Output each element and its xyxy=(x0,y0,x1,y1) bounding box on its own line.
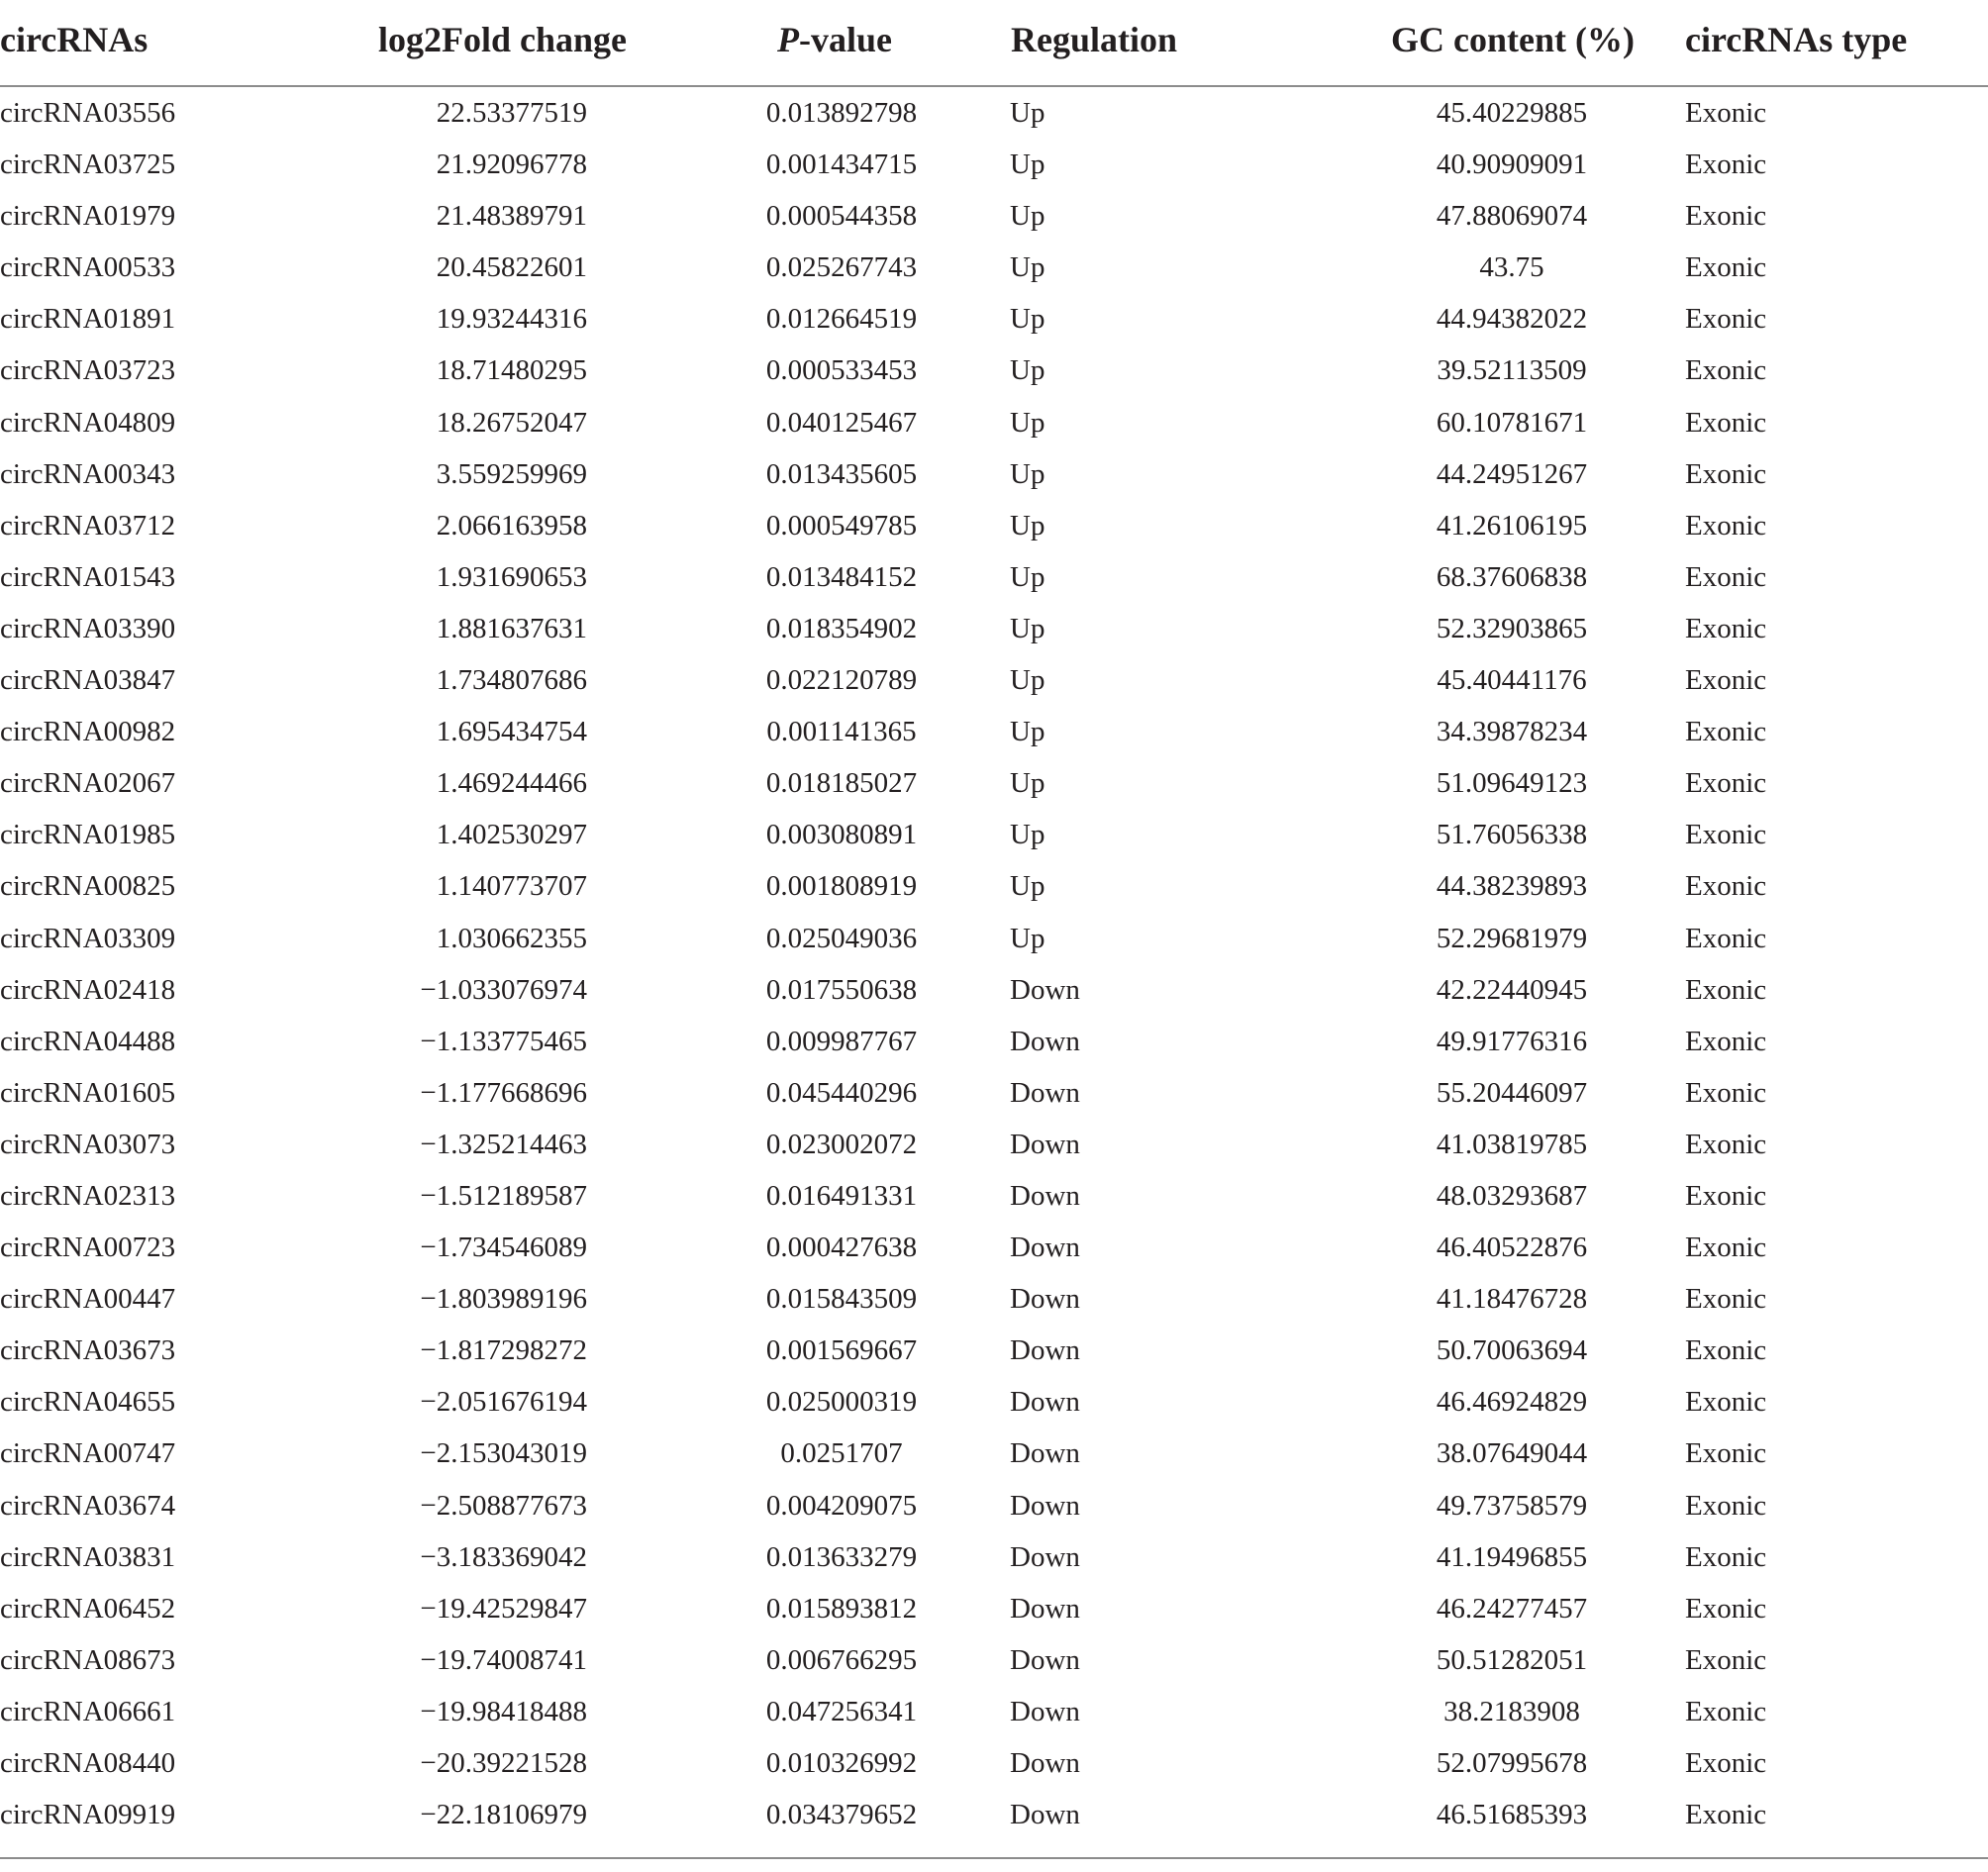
cell-circrna: circRNA00825 xyxy=(0,870,176,903)
cell-circrna: circRNA01979 xyxy=(0,200,176,233)
cell-regulation: Down xyxy=(1010,1334,1080,1367)
cell-circrna-type: Exonic xyxy=(1685,1540,1767,1573)
cell-circrna: circRNA01543 xyxy=(0,560,176,593)
cell-p-value: 0.013892798 xyxy=(765,97,918,129)
header-circrnas-type: circRNAs type xyxy=(1685,20,1908,59)
table-row xyxy=(0,1531,1988,1583)
cell-log2fold-change: 18.71480295 xyxy=(436,354,587,387)
table-row xyxy=(0,1067,1988,1119)
cell-circrna-type: Exonic xyxy=(1685,1386,1767,1419)
cell-circrna-type: Exonic xyxy=(1685,1747,1767,1779)
cell-p-value: 0.017550638 xyxy=(765,973,918,1006)
cell-log2fold-change: −3.183369042 xyxy=(420,1540,587,1573)
cell-log2fold-change: 2.066163958 xyxy=(436,509,587,542)
cell-regulation: Down xyxy=(1010,1179,1080,1212)
cell-circrna: circRNA03723 xyxy=(0,354,176,387)
table-row xyxy=(0,1634,1988,1686)
cell-circrna: circRNA03073 xyxy=(0,1128,176,1160)
cell-circrna: circRNA01891 xyxy=(0,303,176,336)
cell-circrna: circRNA00343 xyxy=(0,457,176,490)
cell-log2fold-change: 1.030662355 xyxy=(436,922,587,954)
cell-gc-content: 41.03819785 xyxy=(1436,1128,1588,1160)
cell-p-value: 0.009987767 xyxy=(765,1025,918,1057)
table-row xyxy=(0,397,1988,448)
cell-log2fold-change: 21.48389791 xyxy=(436,200,587,233)
cell-circrna-type: Exonic xyxy=(1685,303,1767,336)
cell-p-value: 0.000544358 xyxy=(765,200,918,233)
cell-gc-content: 60.10781671 xyxy=(1436,406,1588,439)
header-log2fold-change: log2Fold change xyxy=(378,20,628,59)
cell-circrna: circRNA03309 xyxy=(0,922,176,954)
cell-gc-content: 49.73758579 xyxy=(1436,1489,1588,1522)
table-row xyxy=(0,293,1988,345)
cell-gc-content: 34.39878234 xyxy=(1436,716,1588,748)
cell-circrna-type: Exonic xyxy=(1685,819,1767,851)
cell-p-value: 0.006766295 xyxy=(765,1643,918,1676)
cell-log2fold-change: 1.881637631 xyxy=(436,612,587,644)
cell-log2fold-change: −1.033076974 xyxy=(420,973,587,1006)
table-row xyxy=(0,654,1988,706)
cell-circrna: circRNA00447 xyxy=(0,1283,176,1316)
cell-p-value: 0.013484152 xyxy=(765,560,918,593)
cell-circrna-type: Exonic xyxy=(1685,406,1767,439)
table-row xyxy=(0,913,1988,964)
cell-regulation: Down xyxy=(1010,1437,1080,1470)
header-circrnas: circRNAs xyxy=(0,20,149,59)
table-row xyxy=(0,757,1988,809)
table-row xyxy=(0,190,1988,242)
cell-p-value: 0.013633279 xyxy=(765,1540,918,1573)
cell-regulation: Down xyxy=(1010,973,1080,1006)
cell-p-value: 0.025049036 xyxy=(765,922,918,954)
cell-log2fold-change: 20.45822601 xyxy=(436,251,587,284)
cell-p-value: 0.023002072 xyxy=(765,1128,918,1160)
cell-gc-content: 50.70063694 xyxy=(1436,1334,1588,1367)
cell-log2fold-change: −19.98418488 xyxy=(420,1695,587,1727)
cell-regulation: Up xyxy=(1010,97,1045,129)
cell-p-value: 0.013435605 xyxy=(765,457,918,490)
cell-p-value: 0.018185027 xyxy=(765,767,918,800)
table-row xyxy=(0,860,1988,912)
cell-regulation: Up xyxy=(1010,716,1045,748)
cell-p-value: 0.047256341 xyxy=(765,1695,918,1727)
table-row xyxy=(0,551,1988,603)
cell-log2fold-change: −1.133775465 xyxy=(420,1025,587,1057)
cell-gc-content: 55.20446097 xyxy=(1436,1076,1588,1109)
cell-circrna: circRNA01605 xyxy=(0,1076,176,1109)
cell-gc-content: 44.24951267 xyxy=(1436,457,1588,490)
cell-gc-content: 46.40522876 xyxy=(1436,1232,1588,1264)
table-row xyxy=(0,1428,1988,1479)
cell-p-value: 0.025000319 xyxy=(765,1386,918,1419)
cell-gc-content: 47.88069074 xyxy=(1436,200,1588,233)
cell-regulation: Up xyxy=(1010,819,1045,851)
cell-circrna: circRNA04809 xyxy=(0,406,176,439)
cell-gc-content: 44.94382022 xyxy=(1436,303,1588,336)
cell-gc-content: 39.52113509 xyxy=(1437,354,1587,387)
cell-circrna: circRNA03847 xyxy=(0,664,176,697)
table-row xyxy=(0,1686,1988,1737)
cell-log2fold-change: −20.39221528 xyxy=(420,1747,587,1779)
cell-gc-content: 52.07995678 xyxy=(1436,1747,1588,1779)
cell-gc-content: 52.29681979 xyxy=(1436,922,1588,954)
cell-circrna-type: Exonic xyxy=(1685,922,1767,954)
cell-circrna: circRNA08440 xyxy=(0,1747,176,1779)
cell-regulation: Up xyxy=(1010,200,1045,233)
cell-p-value: 0.001434715 xyxy=(765,148,918,181)
cell-circrna: circRNA00747 xyxy=(0,1437,176,1470)
cell-regulation: Up xyxy=(1010,509,1045,542)
cell-log2fold-change: 1.695434754 xyxy=(436,716,587,748)
table-row xyxy=(0,1325,1988,1376)
cell-p-value: 0.012664519 xyxy=(765,303,918,336)
cell-circrna-type: Exonic xyxy=(1685,1179,1767,1212)
cell-p-value: 0.015843509 xyxy=(765,1283,918,1316)
cell-circrna-type: Exonic xyxy=(1685,716,1767,748)
table-row xyxy=(0,1119,1988,1170)
cell-circrna: circRNA02067 xyxy=(0,767,176,800)
cell-p-value: 0.018354902 xyxy=(765,612,918,644)
cell-circrna-type: Exonic xyxy=(1685,1437,1767,1470)
header-gc-content: GC content (%) xyxy=(1391,20,1635,59)
cell-circrna: circRNA04655 xyxy=(0,1386,176,1419)
table-row xyxy=(0,1273,1988,1325)
header-p-value-suffix: -value xyxy=(799,20,892,59)
cell-log2fold-change: 1.734807686 xyxy=(436,664,587,697)
cell-circrna-type: Exonic xyxy=(1685,509,1767,542)
cell-regulation: Up xyxy=(1010,870,1045,903)
cell-circrna: circRNA03556 xyxy=(0,97,176,129)
cell-circrna: circRNA03673 xyxy=(0,1334,176,1367)
cell-circrna-type: Exonic xyxy=(1685,354,1767,387)
cell-circrna: circRNA03831 xyxy=(0,1540,176,1573)
cell-gc-content: 45.40441176 xyxy=(1437,664,1587,697)
table-row xyxy=(0,1170,1988,1222)
cell-log2fold-change: −1.512189587 xyxy=(420,1179,587,1212)
cell-gc-content: 42.22440945 xyxy=(1436,973,1588,1006)
cell-regulation: Down xyxy=(1010,1747,1080,1779)
cell-p-value: 0.000533453 xyxy=(765,354,918,387)
cell-circrna-type: Exonic xyxy=(1685,1489,1767,1522)
cell-log2fold-change: 22.53377519 xyxy=(436,97,587,129)
cell-regulation: Down xyxy=(1010,1540,1080,1573)
cell-gc-content: 51.76056338 xyxy=(1436,819,1588,851)
cell-regulation: Up xyxy=(1010,922,1045,954)
table-row xyxy=(0,1480,1988,1531)
cell-regulation: Down xyxy=(1010,1283,1080,1316)
cell-log2fold-change: 1.402530297 xyxy=(436,819,587,851)
cell-circrna-type: Exonic xyxy=(1685,1128,1767,1160)
cell-circrna: circRNA00533 xyxy=(0,251,176,284)
header-p-value-italic: P xyxy=(777,20,799,59)
cell-circrna-type: Exonic xyxy=(1685,1643,1767,1676)
table-row xyxy=(0,1737,1988,1789)
cell-p-value: 0.022120789 xyxy=(765,664,918,697)
cell-p-value: 0.000427638 xyxy=(765,1232,918,1264)
cell-p-value: 0.000549785 xyxy=(765,509,918,542)
cell-gc-content: 46.51685393 xyxy=(1436,1799,1588,1831)
table-row xyxy=(0,1583,1988,1634)
table-header-row xyxy=(0,0,1988,87)
cell-circrna-type: Exonic xyxy=(1685,1592,1767,1625)
cell-circrna: circRNA06452 xyxy=(0,1592,176,1625)
cell-p-value: 0.025267743 xyxy=(765,251,918,284)
cell-log2fold-change: −2.508877673 xyxy=(420,1489,587,1522)
cell-regulation: Up xyxy=(1010,560,1045,593)
cell-circrna-type: Exonic xyxy=(1685,1799,1767,1831)
cell-circrna-type: Exonic xyxy=(1685,457,1767,490)
table-row xyxy=(0,809,1988,860)
cell-circrna-type: Exonic xyxy=(1685,97,1767,129)
cell-p-value: 0.016491331 xyxy=(765,1179,918,1212)
cell-gc-content: 44.38239893 xyxy=(1436,870,1588,903)
cell-p-value: 0.034379652 xyxy=(765,1799,918,1831)
cell-log2fold-change: 21.92096778 xyxy=(436,148,587,181)
cell-regulation: Down xyxy=(1010,1076,1080,1109)
cell-circrna-type: Exonic xyxy=(1685,1232,1767,1264)
cell-regulation: Down xyxy=(1010,1489,1080,1522)
cell-gc-content: 46.46924829 xyxy=(1436,1386,1588,1419)
cell-gc-content: 38.07649044 xyxy=(1436,1437,1588,1470)
cell-log2fold-change: −22.18106979 xyxy=(420,1799,587,1831)
cell-circrna-type: Exonic xyxy=(1685,1076,1767,1109)
cell-log2fold-change: −2.153043019 xyxy=(420,1437,587,1470)
cell-circrna-type: Exonic xyxy=(1685,1283,1767,1316)
cell-gc-content: 40.90909091 xyxy=(1436,148,1588,181)
cell-p-value: 0.040125467 xyxy=(765,406,918,439)
table-row xyxy=(0,964,1988,1016)
cell-regulation: Up xyxy=(1010,457,1045,490)
cell-regulation: Up xyxy=(1010,767,1045,800)
cell-regulation: Down xyxy=(1010,1025,1080,1057)
cell-circrna: circRNA00723 xyxy=(0,1232,176,1264)
cell-gc-content: 41.26106195 xyxy=(1436,509,1588,542)
cell-circrna: circRNA06661 xyxy=(0,1695,176,1727)
cell-log2fold-change: 1.931690653 xyxy=(436,560,587,593)
cell-gc-content: 68.37606838 xyxy=(1436,560,1588,593)
cell-circrna: circRNA04488 xyxy=(0,1025,176,1057)
cell-regulation: Down xyxy=(1010,1643,1080,1676)
table-row xyxy=(0,1016,1988,1067)
cell-regulation: Up xyxy=(1010,148,1045,181)
cell-circrna-type: Exonic xyxy=(1685,1695,1767,1727)
cell-log2fold-change: −1.734546089 xyxy=(420,1232,587,1264)
cell-regulation: Down xyxy=(1010,1592,1080,1625)
cell-regulation: Up xyxy=(1010,354,1045,387)
table-row xyxy=(0,603,1988,654)
cell-log2fold-change: 3.559259969 xyxy=(436,457,587,490)
cell-p-value: 0.0251707 xyxy=(780,1437,903,1470)
cell-gc-content: 41.18476728 xyxy=(1436,1283,1588,1316)
table-body xyxy=(0,87,1988,1840)
header-p-value xyxy=(777,22,892,57)
cell-log2fold-change: −1.803989196 xyxy=(420,1283,587,1316)
cell-log2fold-change: 18.26752047 xyxy=(436,406,587,439)
cell-log2fold-change: −1.177668696 xyxy=(420,1076,587,1109)
cell-p-value: 0.003080891 xyxy=(765,819,918,851)
cell-gc-content: 51.09649123 xyxy=(1436,767,1588,800)
cell-log2fold-change: 1.140773707 xyxy=(436,870,587,903)
cell-p-value: 0.001808919 xyxy=(765,870,918,903)
cell-circrna-type: Exonic xyxy=(1685,251,1767,284)
cell-circrna-type: Exonic xyxy=(1685,200,1767,233)
cell-circrna: circRNA03712 xyxy=(0,509,176,542)
cell-log2fold-change: 19.93244316 xyxy=(436,303,587,336)
cell-gc-content: 45.40229885 xyxy=(1436,97,1588,129)
cell-p-value: 0.001569667 xyxy=(765,1334,918,1367)
cell-regulation: Down xyxy=(1010,1695,1080,1727)
cell-circrna: circRNA01985 xyxy=(0,819,176,851)
cell-regulation: Down xyxy=(1010,1128,1080,1160)
cell-regulation: Up xyxy=(1010,303,1045,336)
table-row xyxy=(0,1789,1988,1840)
cell-regulation: Up xyxy=(1010,612,1045,644)
cell-gc-content: 50.51282051 xyxy=(1436,1643,1588,1676)
cell-circrna-type: Exonic xyxy=(1685,1025,1767,1057)
cell-log2fold-change: −1.817298272 xyxy=(420,1334,587,1367)
cell-p-value: 0.001141365 xyxy=(766,716,917,748)
cell-gc-content: 38.2183908 xyxy=(1443,1695,1580,1727)
cell-circrna-type: Exonic xyxy=(1685,1334,1767,1367)
table-row xyxy=(0,87,1988,139)
table-row xyxy=(0,1222,1988,1273)
cell-gc-content: 49.91776316 xyxy=(1436,1025,1588,1057)
table-row xyxy=(0,345,1988,396)
table-row xyxy=(0,242,1988,293)
cell-regulation: Down xyxy=(1010,1232,1080,1264)
table-row xyxy=(0,1376,1988,1428)
cell-circrna: circRNA09919 xyxy=(0,1799,176,1831)
cell-circrna-type: Exonic xyxy=(1685,560,1767,593)
cell-circrna: circRNA03725 xyxy=(0,148,176,181)
cell-log2fold-change: −19.42529847 xyxy=(420,1592,587,1625)
cell-circrna-type: Exonic xyxy=(1685,767,1767,800)
cell-gc-content: 48.03293687 xyxy=(1436,1179,1588,1212)
cell-log2fold-change: −19.74008741 xyxy=(420,1643,587,1676)
cell-circrna: circRNA03674 xyxy=(0,1489,176,1522)
cell-gc-content: 41.19496855 xyxy=(1436,1540,1588,1573)
cell-circrna-type: Exonic xyxy=(1685,664,1767,697)
table-row xyxy=(0,448,1988,500)
cell-circrna: circRNA00982 xyxy=(0,716,176,748)
cell-regulation: Up xyxy=(1010,251,1045,284)
cell-circrna-type: Exonic xyxy=(1685,973,1767,1006)
cell-circrna: circRNA03390 xyxy=(0,612,176,644)
cell-circrna: circRNA02313 xyxy=(0,1179,176,1212)
cell-p-value: 0.010326992 xyxy=(765,1747,918,1779)
cell-gc-content: 43.75 xyxy=(1479,251,1544,284)
cell-p-value: 0.015893812 xyxy=(765,1592,918,1625)
cell-gc-content: 46.24277457 xyxy=(1436,1592,1588,1625)
cell-regulation: Up xyxy=(1010,664,1045,697)
table-row xyxy=(0,139,1988,190)
cell-log2fold-change: −1.325214463 xyxy=(420,1128,587,1160)
table-bottom-rule xyxy=(0,1857,1988,1859)
cell-log2fold-change: 1.469244466 xyxy=(436,767,587,800)
cell-regulation: Down xyxy=(1010,1386,1080,1419)
cell-regulation: Down xyxy=(1010,1799,1080,1831)
cell-circrna-type: Exonic xyxy=(1685,148,1767,181)
cell-p-value: 0.045440296 xyxy=(765,1076,918,1109)
cell-circrna: circRNA02418 xyxy=(0,973,176,1006)
cell-p-value: 0.004209075 xyxy=(765,1489,918,1522)
table-row xyxy=(0,500,1988,551)
cell-log2fold-change: −2.051676194 xyxy=(420,1386,587,1419)
cell-gc-content: 52.32903865 xyxy=(1436,612,1588,644)
table-row xyxy=(0,706,1988,757)
header-regulation: Regulation xyxy=(1011,20,1178,59)
cell-regulation: Up xyxy=(1010,406,1045,439)
cell-circrna: circRNA08673 xyxy=(0,1643,176,1676)
cell-circrna-type: Exonic xyxy=(1685,870,1767,903)
cell-circrna-type: Exonic xyxy=(1685,612,1767,644)
